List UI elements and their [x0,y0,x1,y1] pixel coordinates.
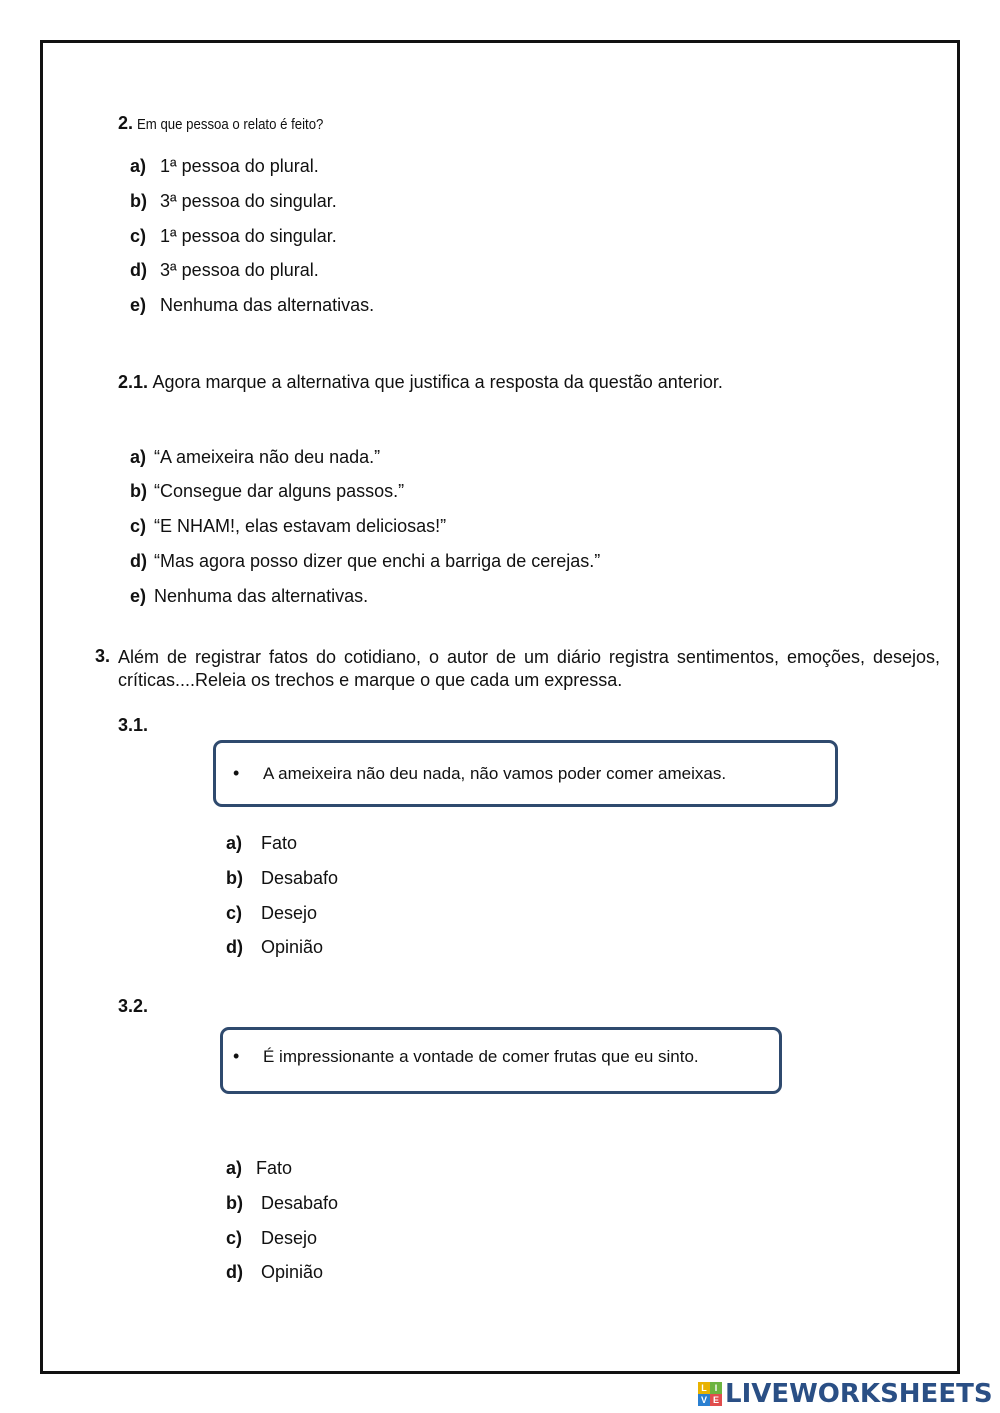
option-text: Nenhuma das alternativas. [160,295,375,315]
q3-1-option-b[interactable] [226,868,338,889]
bullet-icon: • [233,1046,240,1066]
bullet-icon: • [233,763,240,783]
logo-tile: L [698,1382,710,1394]
question-3-1-number: 3.1. [118,715,149,735]
option-text: 1ª pessoa do singular. [160,226,337,246]
option-text: 3ª pessoa do singular. [160,191,337,211]
q2-1-option-c[interactable] [130,516,446,537]
q2-1-option-a[interactable] [130,447,380,468]
question-2-1-prompt: Agora marque a alternativa que justifica a resposta da questão anterior. [152,372,723,392]
option-text: “E NHAM!, elas estavam deliciosas!” [154,516,447,536]
liveworksheets-brand[interactable] [698,1379,993,1409]
option-text: Nenhuma das alternativas. [154,586,369,606]
option-text: Fato [256,1158,293,1178]
q2-option-d[interactable] [130,260,319,281]
question-3-number: 3. [95,646,111,666]
option-text: Fato [261,833,298,853]
option-text: Desejo [261,903,318,923]
q3-2-option-d[interactable] [226,1262,323,1283]
option-letter: e) [130,586,147,606]
question-2-prompt: Em que pessoa o relato é feito? [137,116,324,133]
q3-2-option-b[interactable] [226,1193,338,1214]
option-text: 1ª pessoa do plural. [160,156,319,176]
option-text: Desejo [261,1228,318,1248]
option-text: “Consegue dar alguns passos.” [154,481,405,501]
option-text: Desabafo [261,1193,339,1213]
option-letter: a) [130,447,147,467]
option-letter: a) [226,833,243,853]
option-letter: e) [130,295,147,315]
option-letter: d) [226,1262,243,1282]
logo-tile: V [698,1394,710,1406]
option-letter: d) [130,260,147,280]
option-letter: b) [130,191,147,211]
q3-1-option-d[interactable] [226,937,323,958]
question-3-2-number: 3.2. [118,996,149,1016]
q3-1-option-c[interactable] [226,903,317,924]
option-text: 3ª pessoa do plural. [160,260,319,280]
logo-tile: E [710,1394,722,1406]
option-letter: a) [226,1158,243,1178]
question-3-prompt: Além de registrar fatos do cotidiano, o autor de um diário registra sentimentos, emoções, desejos, críticas....Releia os trechos e marque o que cada um expressa. [118,647,940,690]
option-letter: b) [130,481,147,501]
option-letter: d) [226,937,243,957]
option-letter: a) [130,156,147,176]
logo-tile: I [710,1382,722,1394]
option-letter: c) [130,516,147,536]
option-letter: c) [226,903,243,923]
excerpt-box-3-2 [220,1027,782,1094]
q3-1-option-a[interactable] [226,833,297,854]
option-text: Opinião [261,937,324,957]
liveworksheets-logo-icon [698,1382,722,1406]
question-2-1-heading [118,372,723,393]
q2-1-option-d[interactable] [130,551,600,572]
option-text: “Mas agora posso dizer que enchi a barriga de cerejas.” [154,551,601,571]
option-letter: b) [226,868,243,888]
option-letter: b) [226,1193,243,1213]
q2-option-e[interactable] [130,295,374,316]
question-2-1-number: 2.1. [118,372,149,392]
excerpt-text: A ameixeira não deu nada, não vamos poder comer ameixas. [263,764,727,783]
excerpt-box-3-1 [213,740,838,807]
option-letter: c) [226,1228,243,1248]
q2-option-a[interactable] [130,156,319,177]
q2-1-option-e[interactable] [130,586,368,607]
q2-1-option-b[interactable] [130,481,404,502]
excerpt-text: É impressionante a vontade de comer frutas que eu sinto. [263,1047,699,1066]
q3-2-option-a[interactable] [226,1158,292,1179]
option-text: Opinião [261,1262,324,1282]
question-2-number: 2. [118,113,134,133]
q2-option-b[interactable] [130,191,337,212]
option-letter: d) [130,551,147,571]
question-2-heading [118,113,349,134]
brand-name: LIVEWORKSHEETS [725,1379,993,1409]
q2-option-c[interactable] [130,226,337,247]
option-text: Desabafo [261,868,339,888]
option-letter: c) [130,226,147,246]
q3-2-option-c[interactable] [226,1228,317,1249]
option-text: “A ameixeira não deu nada.” [154,447,381,467]
